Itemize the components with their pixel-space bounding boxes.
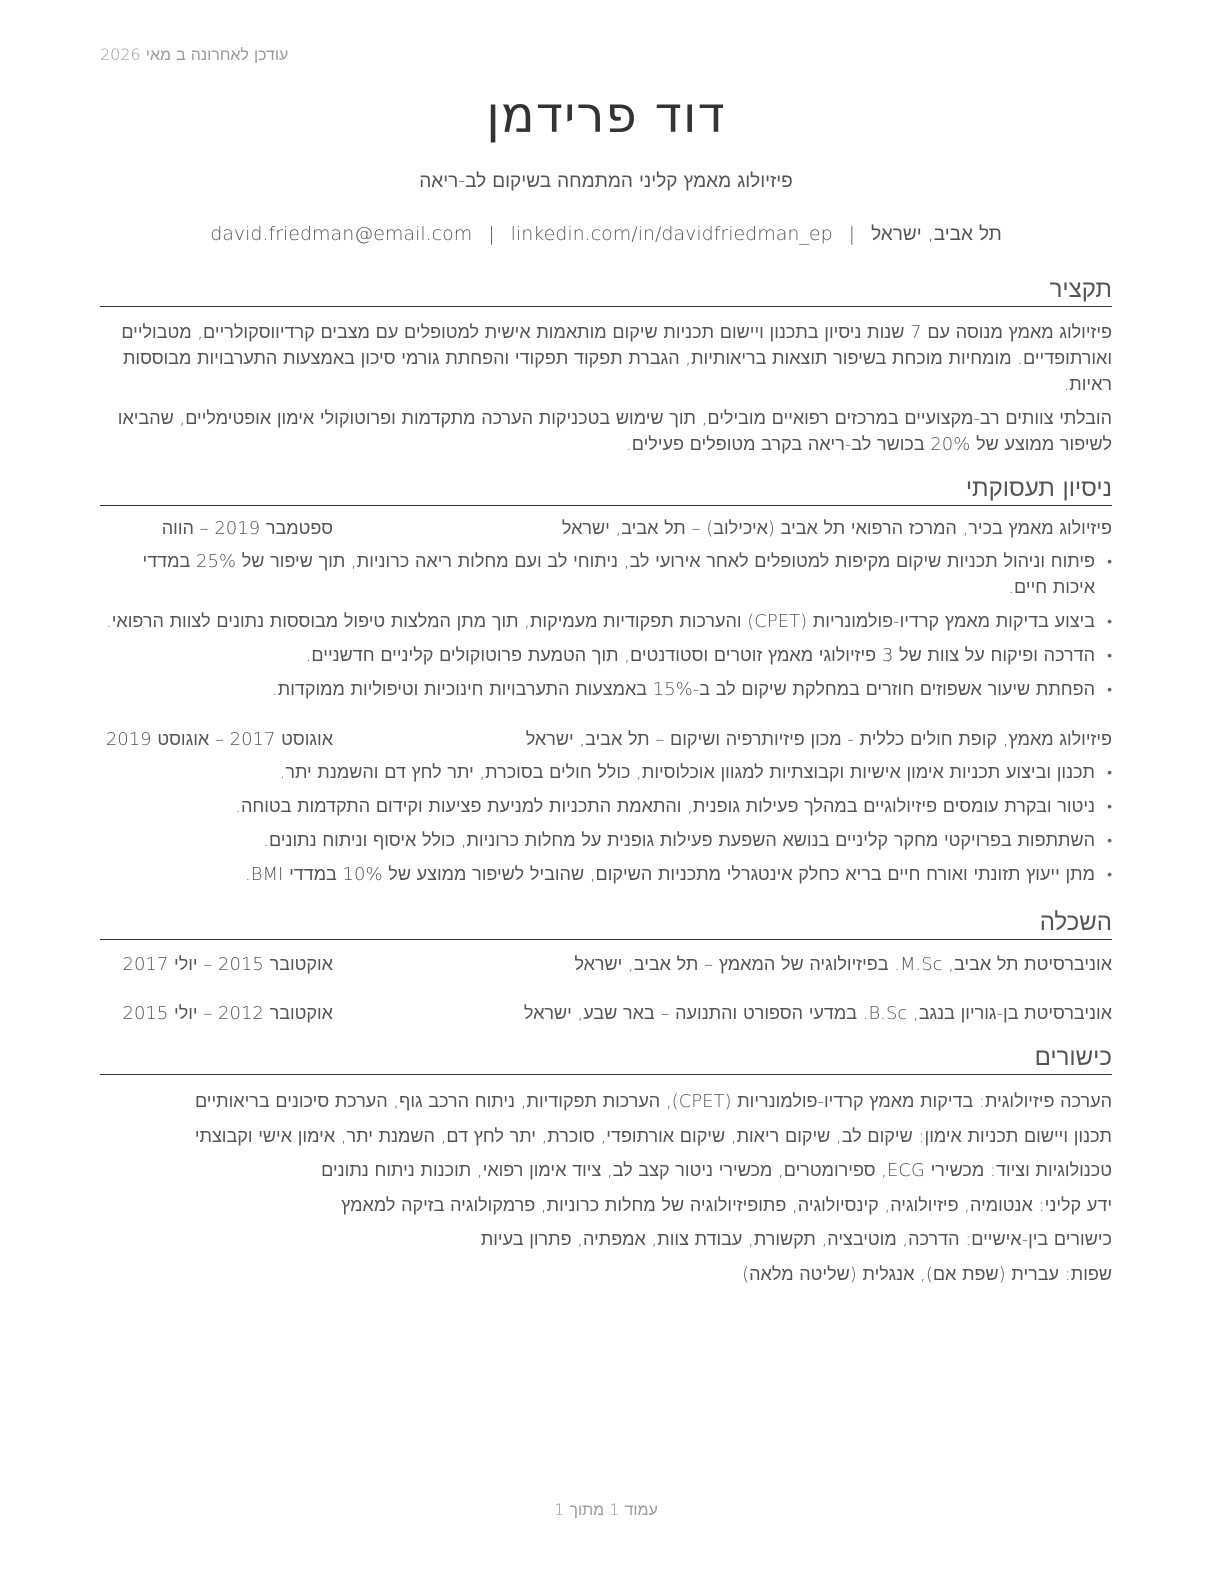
skill-item: טכנולוגיות וציוד: מכשירי ECG, ספירומטרים, מכשירי ניטור קצב לב, ציוד אימון רפואי, תוכנות ניתוח נתונים [321,1160,1112,1181]
contact-separator: | [848,223,856,245]
job-bullet: • השתתפות בפרויקטי מחקר קליניים בנושא השפעת פעילות גופנית על מחלות כרוניות, כולל איסוף וניתוח נתונים. [100,828,1112,854]
summary-paragraph: פיזיולוג מאמץ מנוסה עם 7 שנות ניסיון בתכנון ויישום תכניות שיקום מותאמות אישית למטופלים עם מצבים קרדיווסקולריים, מטבוליים ואורתופדיים. מומחיות מוכחת בשיפור תוצאות בריאותיות, הגברת תפקוד תפקודי והפחתת גורמי סיכון באמצעות התערבויות מבוססות ראיות. [121,322,1112,395]
job-bullet: • פיתוח וניהול תכניות שיקום מקיפות למטופלים לאחר אירועי לב, ניתוחי לב ועם מחלות ריאה כרוניות, תוך שיפור של 25% במדדי איכות חיים. [100,549,1112,601]
skill-item: הערכה פיזיולוגית: בדיקות מאמץ קרדיו-פולמונריות (CPET), הערכות תפקודיות, ניתוח הרכב גוף, הערכת סיכונים בריאותיים [194,1091,1112,1112]
job-header [100,729,1112,755]
skill-item: ידע קליני: אנטומיה, פיזיולוגיה, קינסיולוגיה, פתופיזיולוגיה של מחלות כרוניות, פרמקולוגיה בזיקה למאמץ [341,1194,1112,1216]
candidate-tagline: פיזיולוג מאמץ קליני המתמחה בשיקום לב-ריאה [419,170,793,192]
job-bullet: • הפחתת שיעור אשפוזים חוזרים במחלקת שיקום לב ב-15% באמצעות התערבויות חינוכיות וטיפוליות ממוקדות. [100,677,1112,703]
job-dates: אוגוסט 2017 – אוגוסט 2019 [105,729,333,750]
contact-separator: | [488,223,495,245]
skill-item: כישורים בין-אישיים: הדרכה, מוטיבציה, תקשורת, עבודת צוות, אמפתיה, פתרון בעיות [480,1229,1112,1250]
section-title-experience: ניסיון תעסוקתי [100,473,1112,506]
contact-email[interactable]: david.friedman@email.com [210,223,473,245]
contact-location: תל אביב, ישראל [871,223,1002,245]
education-item [100,954,1112,980]
section-title-summary: תקציר [100,274,1112,307]
education-title: אוניברסיטת תל אביב, M.Sc. בפיזיולוגיה של המאמץ – תל אביב, ישראל [574,954,1112,975]
contact-line [100,223,1112,246]
skill-item: תכנון ויישום תכניות אימון: שיקום לב, שיקום ריאות, שיקום אורתופדי, סוכרת, יתר לחץ דם, השמנת יתר, אימון אישי וקבוצתי [194,1125,1112,1147]
job-header [100,518,1112,544]
summary-paragraph: הובלתי צוותים רב-מקצועיים במרכזים רפואיים מובילים, תוך שימוש בטכניקות הערכה מתקדמות ופרוטוקולי אימון אופטימליים, שהביאו לשיפור ממוצע של 20% בכושר לב-ריאה בקרב מטופלים פעילים. [117,408,1112,455]
job-bullets [100,760,1112,896]
contact-linkedin[interactable]: linkedin.com/in/davidfriedman_ep [510,223,833,245]
resume-page [100,0,1112,1584]
education-item [100,1003,1112,1029]
job-bullet: • מתן ייעוץ תזונתי ואורח חיים בריא כחלק אינטגרלי מתכניות השיקום, שהוביל לשיפור ממוצע של 10% במדדי BMI. [100,862,1112,888]
job-bullet: • ביצוע בדיקות מאמץ קרדיו-פולמונריות (CPET) והערכות תפקודיות מעמיקות, תוך מתן המלצות טיפול מבוססות נתונים לצוות הרפואי. [100,609,1112,635]
skill-item: שפות: עברית (שפת אם), אנגלית (שליטה מלאה) [742,1263,1112,1285]
section-title-education: השכלה [100,907,1112,940]
skills-list [100,1089,1112,1296]
candidate-name: דוד פרידמן [486,86,726,144]
education-dates: אוקטובר 2012 – יולי 2015 [122,1003,333,1024]
job-bullet: • תכנון וביצוע תכניות אימון אישיות וקבוצתיות למגוון אוכלוסיות, כולל חולים בסוכרת, יתר לחץ דם והשמנת יתר. [100,760,1112,786]
job-bullet: • הדרכה ופיקוח על צוות של 3 פיזיולוגי מאמץ זוטרים וסטודנטים, תוך הטמעת פרוטוקולים קליניים חדשניים. [100,643,1112,669]
job-title: פיזיולוג מאמץ בכיר, המרכז הרפואי תל אביב (איכילוב) – תל אביב, ישראל [561,518,1112,539]
job-bullets [100,549,1112,711]
section-title-skills: כישורים [100,1042,1112,1075]
education-dates: אוקטובר 2015 – יולי 2017 [122,954,333,975]
job-bullet: • ניטור ובקרת עומסים פיזיולוגיים במהלך פעילות גופנית, והתאמת התכניות למניעת פציעות וקידום התקדמות בטוחה. [100,794,1112,820]
page-number: עמוד 1 מתוך 1 [554,1500,658,1519]
last-updated: עודכן לאחרונה ב מאי 2026 [100,45,289,64]
job-title: פיזיולוג מאמץ, קופת חולים כללית - מכון פיזיותרפיה ושיקום – תל אביב, ישראל [525,729,1112,750]
education-title: אוניברסיטת בן-גוריון בנגב, B.Sc. במדעי הספורט והתנועה – באר שבע, ישראל [523,1003,1112,1024]
job-dates: ספטמבר 2019 – הווה [161,518,333,539]
